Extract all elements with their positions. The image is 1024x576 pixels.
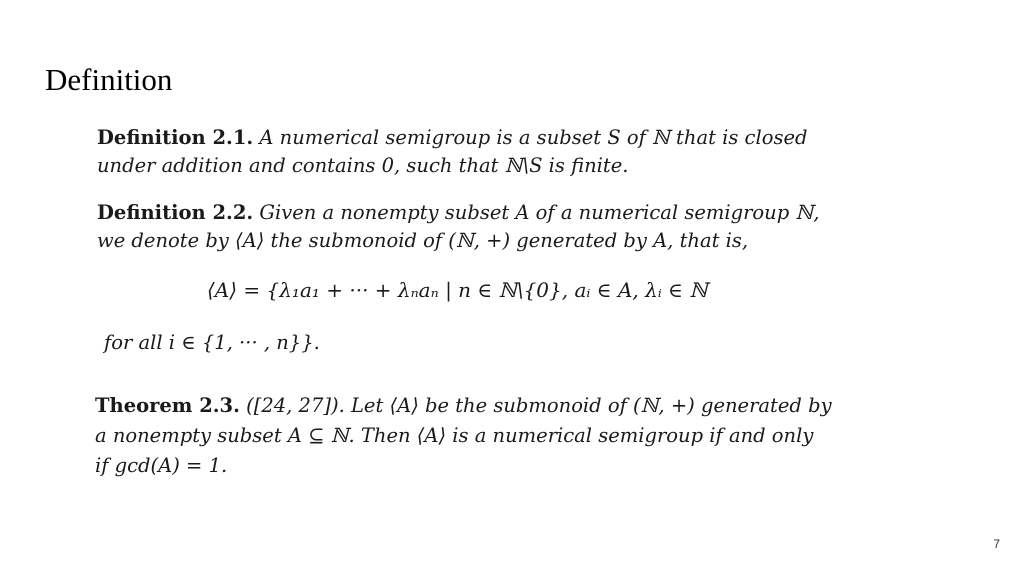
definition-2-2-label: Definition 2.2. xyxy=(97,201,254,224)
theorem-2-3-text-1: ([24, 27]). Let ⟨A⟩ be the submonoid of (ℕ, +) generated by xyxy=(246,394,832,417)
definition-2-1-label: Definition 2.1. xyxy=(97,126,254,149)
definition-2-1-line-1 xyxy=(97,124,807,152)
definition-2-2-text-2: we denote by ⟨A⟩ the submonoid of (ℕ, +) generated by A, that is, xyxy=(97,229,749,252)
definition-2-2-line-1 xyxy=(97,199,819,227)
page-number: 7 xyxy=(993,537,1000,551)
definition-2-2 xyxy=(97,199,819,255)
theorem-2-3 xyxy=(95,391,832,481)
theorem-2-3-label: Theorem 2.3. xyxy=(95,394,240,417)
theorem-2-3-line-1 xyxy=(95,391,832,421)
definition-2-1 xyxy=(97,124,807,180)
definition-2-1-text-1: A numerical semigroup is a subset S of ℕ that is closed xyxy=(259,126,808,149)
for-all-clause: for all i ∈ {1, ··· , n}}. xyxy=(104,331,320,354)
theorem-2-3-text-3: if gcd(A) = 1. xyxy=(95,454,228,477)
definition-2-1-text-2: under addition and contains 0, such that ℕ\S is finite. xyxy=(97,154,629,177)
display-formula: ⟨A⟩ = {λ₁a₁ + ··· + λₙaₙ | n ∈ ℕ\{0}, aᵢ ∈ A, λᵢ ∈ ℕ xyxy=(207,278,708,302)
slide-title: Definition xyxy=(45,62,173,97)
definition-2-2-text-1: Given a nonempty subset A of a numerical semigroup ℕ, xyxy=(259,201,820,224)
theorem-2-3-text-2: a nonempty subset A ⊆ ℕ. Then ⟨A⟩ is a numerical semigroup if and only xyxy=(95,424,814,447)
